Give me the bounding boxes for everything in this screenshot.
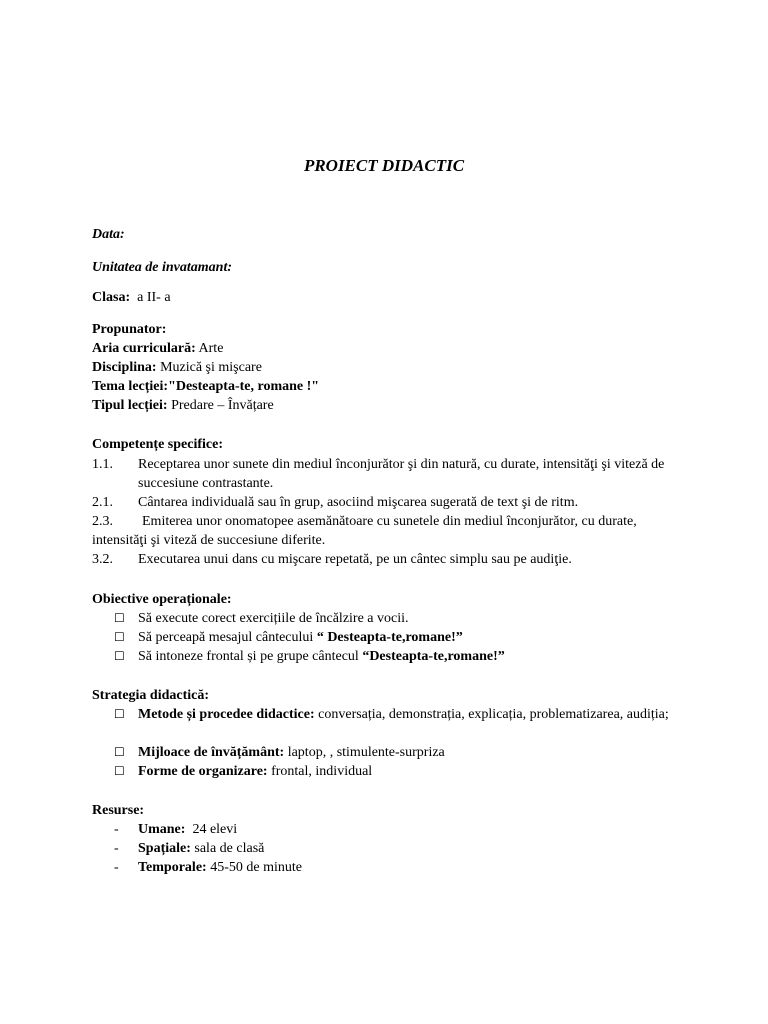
- tipul-value: Predare – Învățare: [171, 398, 274, 413]
- strategia-item-text: laptop, , stimulente-surpriza: [287, 745, 445, 760]
- strategia-item-text: conversația, demonstrația, explicația, problematizarea, audiția;: [318, 707, 669, 722]
- obiectiv-item: [114, 647, 704, 666]
- clasa-value: a II- a: [137, 290, 171, 305]
- obiectiv-bold: “Desteapta-te,romane!”: [362, 649, 505, 664]
- tema-label: Tema lecției:: [92, 379, 169, 394]
- obiectiv-text: Să intoneze frontal și pe grupe cântecul: [138, 649, 363, 664]
- checkbox-bullet-icon: ☐: [114, 649, 125, 663]
- dash-bullet: -: [114, 822, 119, 837]
- data-label: Data:: [92, 227, 125, 242]
- competenta-item: [92, 512, 682, 550]
- disciplina-line: [92, 358, 262, 377]
- obiectiv-item: [114, 609, 704, 628]
- competenta-text: Receptarea unor sunete din mediul înconjurător şi din natură, cu durate, intensităţi şi viteză de succesiune contrastante.: [138, 457, 665, 491]
- resursa-label: Umane:: [138, 822, 186, 837]
- obiectiv-text: Să execute corect exercițiile de încălzire a vocii.: [138, 611, 409, 626]
- competenta-item: [92, 550, 682, 569]
- resursa-content: [138, 839, 264, 858]
- resursa-content: [138, 858, 302, 877]
- checkbox-bullet-icon: ☐: [114, 745, 125, 759]
- unitatea-label: Unitatea de invatamant:: [92, 260, 232, 275]
- strategia-item: [114, 705, 704, 724]
- competente-label: Competențe specifice:: [92, 437, 224, 452]
- strategia-item-label: Metode și procedee didactice:: [138, 707, 315, 722]
- checkbox-bullet-icon: ☐: [114, 630, 125, 644]
- resursa-text: sala de clasă: [194, 841, 265, 856]
- document-title: PROIECT DIDACTIC: [303, 156, 465, 175]
- strategia-item-text: frontal, individual: [271, 764, 373, 779]
- competenta-number: 1.1.: [92, 457, 113, 472]
- resursa-label: Spațiale:: [138, 841, 191, 856]
- tipul-label: Tipul lecției:: [92, 398, 168, 413]
- dash-bullet: -: [114, 841, 119, 856]
- disciplina-value: Muzică şi mişcare: [160, 360, 262, 375]
- competenta-item: [92, 455, 682, 493]
- strategia-item: [114, 743, 704, 762]
- competenta-text: Executarea unui dans cu mişcare repetată, pe un cântec simplu sau pe audiţie.: [138, 552, 572, 567]
- competenta-item: [92, 493, 682, 512]
- competenta-number: 2.1.: [92, 495, 113, 510]
- tema-line: [92, 377, 319, 396]
- competenta-text: Emiterea unor onomatopee asemănătoare cu sunetele din mediul înconjurător, cu durate, intensităţi şi viteză de succesiune diferite.: [92, 514, 637, 548]
- strategia-item: [114, 762, 704, 781]
- clasa-line: [92, 288, 171, 307]
- checkbox-bullet-icon: ☐: [114, 611, 125, 625]
- competenta-text: Cântarea individuală sau în grup, asociind mişcarea sugerată de text şi de ritm.: [138, 495, 579, 510]
- competenta-number: 3.2.: [92, 552, 113, 567]
- strategia-item-label: Forme de organizare:: [138, 764, 268, 779]
- clasa-label: Clasa:: [92, 290, 131, 305]
- resursa-text: 45-50 de minute: [210, 860, 302, 875]
- aria-value: Arte: [198, 341, 224, 356]
- obiectiv-item: [114, 628, 704, 647]
- obiectiv-bold: “ Desteapta-te,romane!”: [316, 630, 463, 645]
- resursa-label: Temporale:: [138, 860, 207, 875]
- resursa-content: [138, 820, 237, 839]
- disciplina-label: Disciplina:: [92, 360, 157, 375]
- resursa-text: 24 elevi: [192, 822, 238, 837]
- strategia-item-label: Mijloace de învățământ:: [138, 745, 285, 760]
- checkbox-bullet-icon: ☐: [114, 707, 125, 721]
- propunator-label: Propunator:: [92, 322, 167, 337]
- dash-bullet: -: [114, 860, 119, 875]
- obiective-label: Obiective operaționale:: [92, 592, 232, 607]
- checkbox-bullet-icon: ☐: [114, 764, 125, 778]
- obiectiv-text: Să perceapă mesajul cântecului: [138, 630, 317, 645]
- tipul-line: [92, 396, 274, 415]
- tema-value: "Desteapta-te, romane !": [168, 379, 320, 394]
- aria-label: Aria curriculară:: [92, 341, 196, 356]
- resurse-label: Resurse:: [92, 803, 145, 818]
- competenta-number: 2.3.: [92, 514, 113, 529]
- aria-line: [92, 339, 223, 358]
- strategia-label: Strategia didactică:: [92, 688, 210, 703]
